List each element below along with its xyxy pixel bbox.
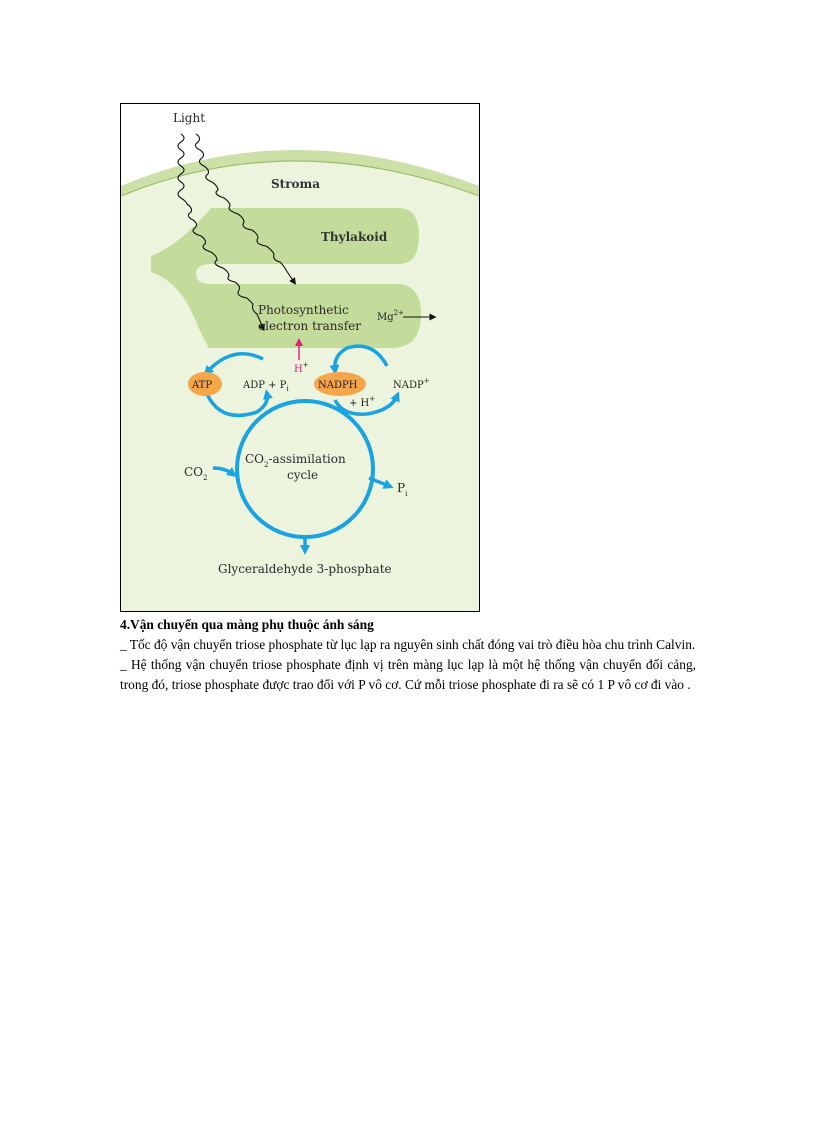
co2-input-label: $CO_2$ [184,465,208,482]
atp-label: ATP [192,380,213,391]
thylakoid-label: Thylakoid [321,230,388,244]
plus-h-label: + H+ [349,395,376,409]
chloroplast-diagram [121,104,479,611]
text-section [120,615,696,695]
adp-label: ADP + $P_i$ [243,380,289,393]
photosynthesis-figure [120,103,480,612]
pi-output-label: $P_i$ [397,481,408,498]
nadp-label: NADP+ [393,377,430,391]
proton-label: H+ [294,361,309,375]
stroma-label: Stroma [271,177,321,191]
paragraph-antiport-system: _ Hệ thống vận chuyển triose phosphate định vị trên màng lục lạp là một hệ thống vận chuyển đối cảng, trong đó, triose phosphate được trao đổi với P vô cơ. Cứ mỗi triose phosphate đi ra sẽ có 1 P vô cơ đi vào . [120,657,696,692]
electron-transfer-label-line1: Photosynthetic [258,303,349,317]
paragraph-rate-regulation: _ Tốc độ vận chuyển triose phosphate từ lục lạp ra nguyên sinh chất đóng vai trò điều hòa chu trình Calvin. [120,637,696,652]
electron-transfer-label-line2: electron transfer [258,319,361,333]
g3p-label: Glyceraldehyde 3-phosphate [218,562,392,576]
cycle-label-line2: cycle [287,468,319,482]
nadph-label: NADPH [318,380,358,391]
section-heading: 4.Vận chuyển qua màng phụ thuộc ánh sáng [120,617,374,632]
mg-label: $Mg^{2+}$ [377,309,404,323]
light-label: Light [173,111,206,125]
cycle-label-line1: $CO_2$-assimilation [245,452,346,469]
